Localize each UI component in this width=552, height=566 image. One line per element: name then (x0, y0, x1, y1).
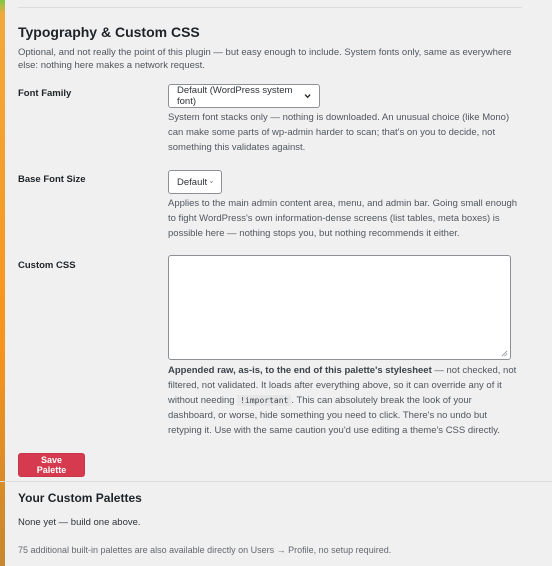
custom-css-help-text-2: . This can absolutely break the look of your dashboard, or worse, hide something you need to click. There's no undo but retyping it. Use with the same caution you'd use editing a theme's CSS directly. (168, 395, 500, 436)
base-font-size-label: Base Font Size (18, 174, 86, 185)
save-palette-button[interactable]: Save Palette (18, 453, 85, 477)
font-family-selected-value: Default (WordPress system font) (177, 85, 293, 107)
font-family-select[interactable] (168, 84, 320, 108)
base-font-size-selected-value: Default (177, 176, 208, 188)
base-font-size-help: Applies to the main admin content area, menu, and admin bar. Going small enough to fight WordPress's own information-dense screens (list tables, meta boxes) is possible here — nothing stops you, but nothing recommends it either. (168, 198, 518, 239)
custom-css-help-text-1: — not checked, not filtered, not validated. It loads after everything above, so it can override any of it without needing (168, 365, 517, 406)
custom-css-help (168, 363, 520, 438)
section-divider (0, 481, 552, 482)
custom-palettes-title: Your Custom Palettes (18, 491, 142, 505)
top-divider (18, 7, 522, 8)
custom-css-label: Custom CSS (18, 260, 76, 271)
built-in-palettes-note: 75 additional built-in palettes are also available directly on Users → Profile, no setup required. (18, 545, 392, 555)
section-description: Optional, and not really the point of this plugin — but easy enough to include. System fonts only, same as everywhere else: nothing here makes a network request. (18, 47, 512, 71)
font-family-label: Font Family (18, 88, 72, 99)
custom-palettes-empty-text: None yet — build one above. (18, 517, 141, 528)
font-family-help: System font stacks only — nothing is downloaded. An unusual choice (like Mono) can make some parts of wp-admin harder to scan; that's on you to decide, not something this validates against. (168, 112, 510, 153)
section-title: Typography & Custom CSS (18, 24, 200, 40)
base-font-size-select[interactable] (168, 170, 222, 194)
chevron-down-icon (210, 178, 213, 186)
chevron-down-icon (304, 92, 311, 100)
custom-css-help-bold: Appended raw, as-is, to the end of this palette's stylesheet (168, 365, 432, 376)
resize-grip-icon[interactable] (501, 350, 508, 357)
important-code: !important (237, 395, 291, 406)
custom-css-textarea[interactable] (168, 255, 511, 360)
